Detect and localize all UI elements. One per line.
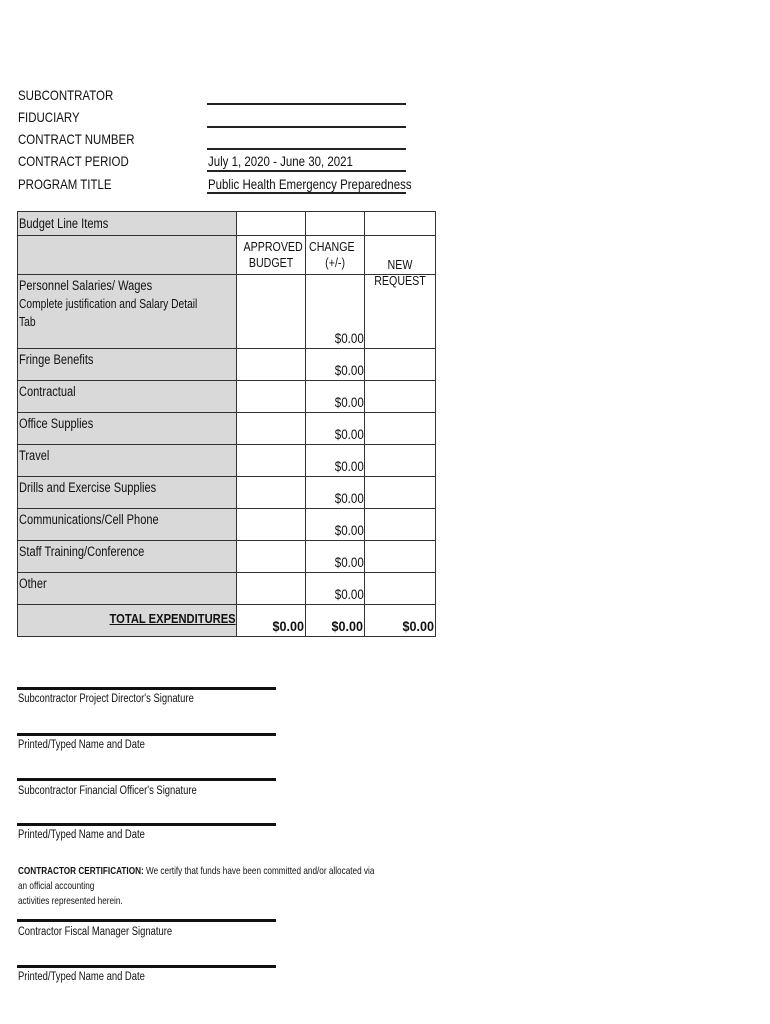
certification-text: We certify that funds have been committed and/or allocated via an official accounting — [18, 865, 375, 892]
printed-name-label-1: Printed/Typed Name and Date — [18, 739, 145, 751]
director-signature-label: Subcontractor Project Director's Signature — [18, 693, 194, 705]
printed-name-line-3[interactable] — [17, 965, 276, 968]
personnel-sub2: Tab — [19, 315, 36, 329]
certification-text-2: activities represented herein. — [18, 895, 123, 907]
contractor-certification — [18, 864, 385, 909]
change-header-line1: CHANGE — [309, 239, 356, 254]
program-title-label: PROGRAM TITLE — [18, 176, 112, 192]
fiduciary-label: FIDUCIARY — [18, 109, 80, 125]
change-value: $0.00 — [334, 587, 364, 602]
approved-header-line1: APPROVED — [243, 239, 304, 254]
staff-training-label: Staff Training/Conference — [19, 544, 145, 559]
financial-officer-signature-label: Subcontractor Financial Officer's Signature — [18, 785, 197, 797]
change-value: $0.00 — [334, 395, 364, 410]
total-change-value: $0.00 — [331, 618, 364, 634]
total-approved-value: $0.00 — [272, 618, 305, 634]
change-value: $0.00 — [334, 459, 364, 474]
certification-heading: CONTRACTOR CERTIFICATION: — [18, 865, 144, 877]
approved-header-line2: BUDGET — [249, 255, 294, 270]
total-new-request-value: $0.00 — [402, 618, 435, 634]
change-value: $0.00 — [334, 363, 364, 378]
personnel-label: Personnel Salaries/ Wages — [19, 278, 153, 293]
printed-name-label-2: Printed/Typed Name and Date — [18, 829, 145, 841]
drills-label: Drills and Exercise Supplies — [19, 480, 157, 495]
travel-label: Travel — [19, 448, 50, 463]
fiscal-manager-signature-label: Contractor Fiscal Manager Signature — [18, 926, 173, 938]
table-title: Budget Line Items — [19, 216, 109, 231]
change-value: $0.00 — [334, 523, 364, 538]
change-header-line2: (+/-) — [325, 255, 346, 270]
personnel-sub1: Complete justification and Salary Detail — [19, 297, 198, 311]
fiscal-manager-signature-line[interactable] — [17, 919, 276, 922]
total-expenditures-label: TOTAL EXPENDITURES — [109, 611, 236, 626]
printed-name-label-3: Printed/Typed Name and Date — [18, 971, 145, 983]
subcontractor-label: SUBCONTRATOR — [18, 87, 114, 103]
contract-period-label: CONTRACT PERIOD — [18, 153, 129, 169]
change-value: $0.00 — [334, 491, 364, 506]
change-value: $0.00 — [334, 331, 364, 346]
contractual-label: Contractual — [19, 384, 76, 399]
change-value: $0.00 — [334, 427, 364, 442]
new-request-header-text: NEW REQUEST — [374, 257, 427, 288]
communications-label: Communications/Cell Phone — [19, 512, 159, 527]
change-value: $0.00 — [334, 555, 364, 570]
fringe-label: Fringe Benefits — [19, 352, 94, 367]
program-title-value[interactable]: Public Health Emergency Preparedness — [208, 176, 412, 192]
office-supplies-label: Office Supplies — [19, 416, 94, 431]
other-label: Other — [19, 576, 47, 591]
contract-period-value[interactable]: July 1, 2020 - June 30, 2021 — [208, 153, 353, 169]
contract-number-label: CONTRACT NUMBER — [18, 131, 135, 147]
